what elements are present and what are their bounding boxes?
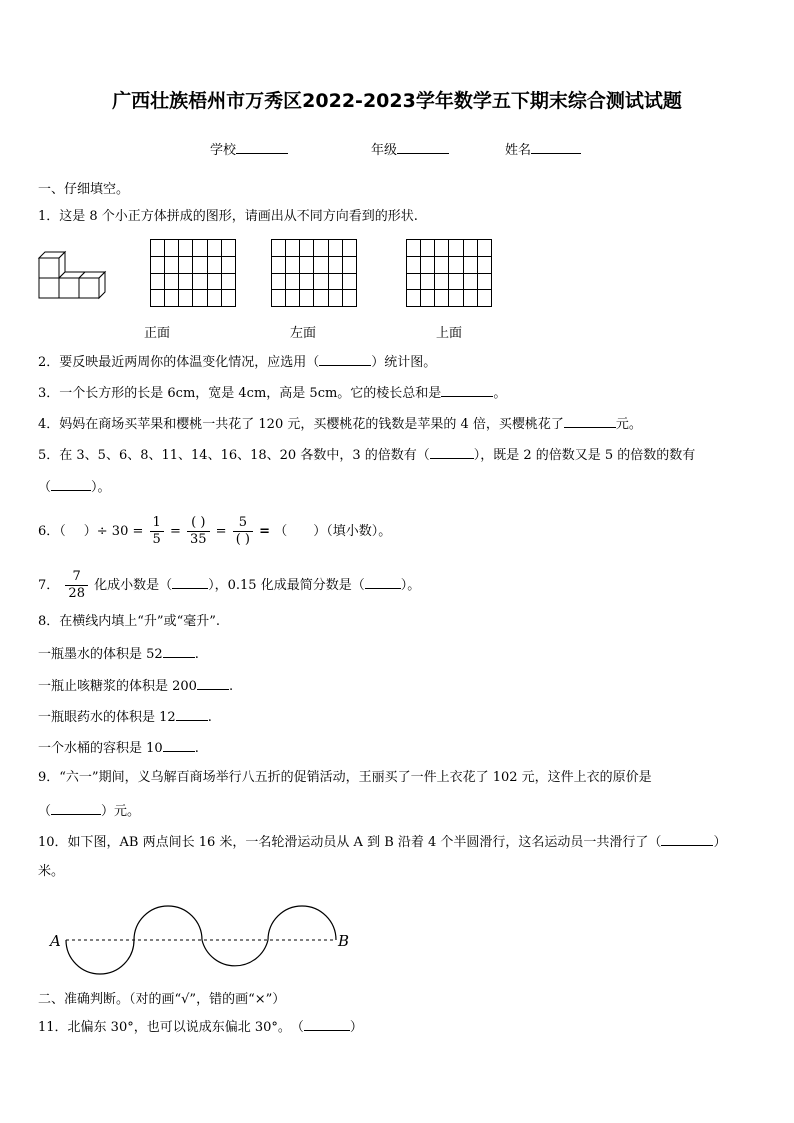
page-title: 广西壮族梧州市万秀区2022-2023学年数学五下期末综合测试试题: [112, 90, 682, 112]
name-field[interactable]: [505, 141, 581, 159]
cube-front-face: [39, 278, 59, 298]
answer-blank[interactable]: [197, 677, 229, 690]
question-7: 7． $\frac{7}{28}$ 化成小数是（ ），0.15 化成最简分数是（ ）。: [38, 569, 421, 601]
school-field[interactable]: [210, 141, 288, 159]
cube-figure: [37, 244, 117, 302]
answer-blank[interactable]: [176, 708, 208, 721]
question-4: 4．妈妈在商场买苹果和樱桃一共花了 120 元，买樱桃花的钱数是苹果的 4 倍，买樱桃花了 元。: [38, 417, 642, 432]
question-10: 10．如下图，AB 两点间长 16 米，一名轮滑运动员从 A 到 B 沿着 4 个半圆滑行，这名运动员一共滑行了（ ）: [38, 835, 727, 850]
answer-blank[interactable]: [430, 446, 474, 459]
question-8: 8．在横线内填上“升”或“毫升”.: [38, 614, 220, 629]
answer-blank[interactable]: [564, 415, 616, 428]
answer-blank[interactable]: [319, 353, 371, 366]
question-3: 3．一个长方形的长是 6cm，宽是 4cm，高是 5cm。它的棱长总和是 。: [38, 386, 507, 401]
front-view-label: 正面: [144, 326, 171, 341]
question-11: 11．北偏东 30°，也可以说成东偏北 30°。 （ ）: [38, 1020, 363, 1035]
question-6: 6．（ ）÷ 30 = $\frac{1}{5}$ = $\frac{( )}{35}$ = $\frac{5}{( )}$ = （ ）（填小数）。: [38, 515, 392, 547]
grade-label: 年级: [371, 143, 398, 158]
section-1-heading: 一、仔细填空。: [38, 182, 130, 197]
q8-item-1: 一瓶墨水的体积是 52 .: [38, 647, 199, 662]
semicircle-2: [134, 906, 202, 940]
answer-blank[interactable]: [163, 645, 195, 658]
answer-blank[interactable]: [51, 478, 91, 491]
question-2: 2．要反映最近两周你的体温变化情况，应选用（ ）统计图。: [38, 355, 437, 370]
top-view-label: 上面: [436, 326, 463, 341]
semicircle-4: [268, 906, 336, 940]
fraction: $\frac{1}{5}$: [150, 515, 164, 548]
q8-item-4: 一个水桶的容积是 10 .: [38, 741, 199, 756]
answer-blank[interactable]: [661, 833, 713, 846]
fraction[interactable]: $\frac{5}{( )}$: [233, 515, 253, 548]
top-view-grid[interactable]: [406, 239, 492, 307]
fraction: $\frac{7}{28}$: [65, 569, 88, 602]
school-label: 学校: [210, 143, 237, 158]
semicircle-1: [66, 940, 134, 974]
answer-blank[interactable]: [51, 802, 101, 815]
point-b-label: B: [338, 932, 350, 950]
q8-item-2: 一瓶止咳糖浆的体积是 200 .: [38, 679, 234, 694]
fraction[interactable]: $\frac{( )}{35}$: [187, 515, 210, 548]
answer-blank[interactable]: [163, 739, 195, 752]
semicircle-path-figure: [50, 900, 360, 980]
answer-blank[interactable]: [441, 384, 493, 397]
question-5-line-2: （ ）。: [38, 480, 111, 495]
answer-blank[interactable]: [365, 576, 401, 589]
answer-blank[interactable]: [304, 1018, 350, 1031]
left-view-label: 左面: [290, 326, 317, 341]
semicircle-3: [202, 940, 268, 966]
q8-item-3: 一瓶眼药水的体积是 12 .: [38, 710, 212, 725]
cube-front-face: [59, 278, 79, 298]
name-label: 姓名: [505, 143, 532, 158]
left-view-grid[interactable]: [271, 239, 357, 307]
question-5: 5．在 3、5、6、8、11、14、16、18、20 各数中，3 的倍数有（ ），既是 2 的倍数又是 5 的倍数的数有: [38, 448, 696, 463]
question-1: 1．这是 8 个小正方体拼成的图形，请画出从不同方向看到的形状.: [38, 209, 418, 224]
question-9: 9．“六一”期间，义乌解百商场举行八五折的促销活动，王丽买了一件上衣花了 102 元，这件上衣的原价是: [38, 770, 652, 785]
question-10-line-2: 米。: [38, 864, 65, 879]
cube-front-face: [39, 258, 59, 278]
grade-field[interactable]: [371, 141, 449, 159]
answer-blank[interactable]: [172, 576, 208, 589]
point-a-label: A: [50, 932, 61, 950]
question-9-line-2: （ ）元。: [38, 804, 141, 819]
front-view-grid[interactable]: [150, 239, 236, 307]
cube-front-face: [79, 278, 99, 298]
section-2-heading: 二、准确判断。（对的画“√”，错的画“×”）: [38, 992, 286, 1007]
